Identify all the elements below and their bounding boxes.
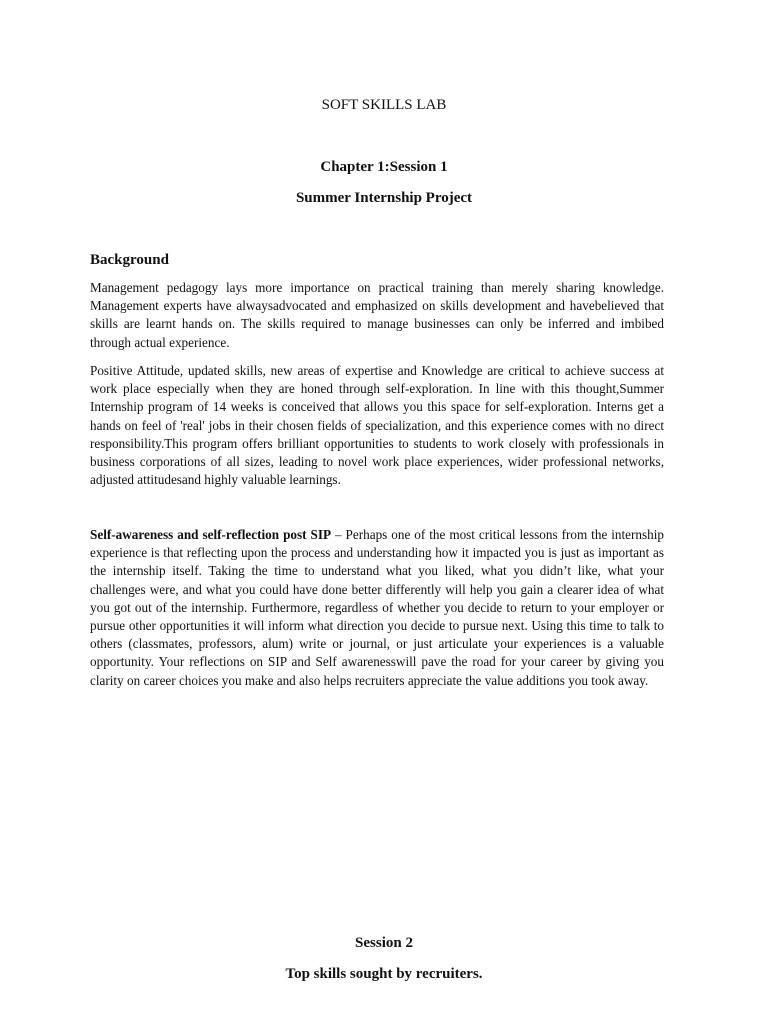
chapter-heading: Chapter 1:Session 1 [320,159,448,175]
paragraph-3 [90,526,664,690]
background-heading: Background [90,252,169,268]
paragraph-2: Positive Attitude, updated skills, new areas of expertise and Knowledge are critical to achieve success at work place especially when they are honed through self-exploration. In line with this thought,Summer Internship program of 14 weeks is conceived that allows you this space for self-exploration. Interns get a hands on feel of 'real' jobs in their chosen fields of specialization, and this experience comes with no direct responsibility.This program offers brilliant opportunities to students to work closely with professionals in business corporations of all sizes, leading to novel work place experiences, wider professional networks, adjusted attitudesand highly valuable learnings. [90,363,664,488]
document-subtitle: Summer Internship Project [295,190,473,206]
document-title: SOFT SKILLS LAB [321,97,447,113]
session-2-subtitle: Top skills sought by recruiters. [285,966,483,982]
paragraph-1: Management pedagogy lays more importance on practical training than merely sharing knowledge. Management experts have alwaysadvocated and emphasized on skills development and havebelieved that skills are learnt hands on. The skills required to manage businesses can only be inferred and imbibed through actual experience. [90,280,664,350]
paragraph-3-body: – Perhaps one of the most critical lessons from the internship experience is that reflecting upon the process and understanding how it impacted you is just as important as the internship itself. Taking the time to understand what you liked, what you didn’t like, what your challenges were, and what you could have done better differently will help you gain a clearer idea of what you got out of the internship. Furthermore, regardless of whether you decide to return to your employer or pursue other opportunities it will inform what direction you decide to pursue next. Using this time to talk to others (classmates, professors, alum) write or journal, or just articulate your experiences is a valuable opportunity. Your reflections on SIP and Self awarenesswill pave the road for your career by giving you clarity on career choices you make and also helps recruiters appreciate the value additions you took away. [90,527,665,688]
paragraph-3-lead: Self-awareness and self-reflection post SIP [90,527,332,542]
session-2-heading: Session 2 [355,935,413,951]
